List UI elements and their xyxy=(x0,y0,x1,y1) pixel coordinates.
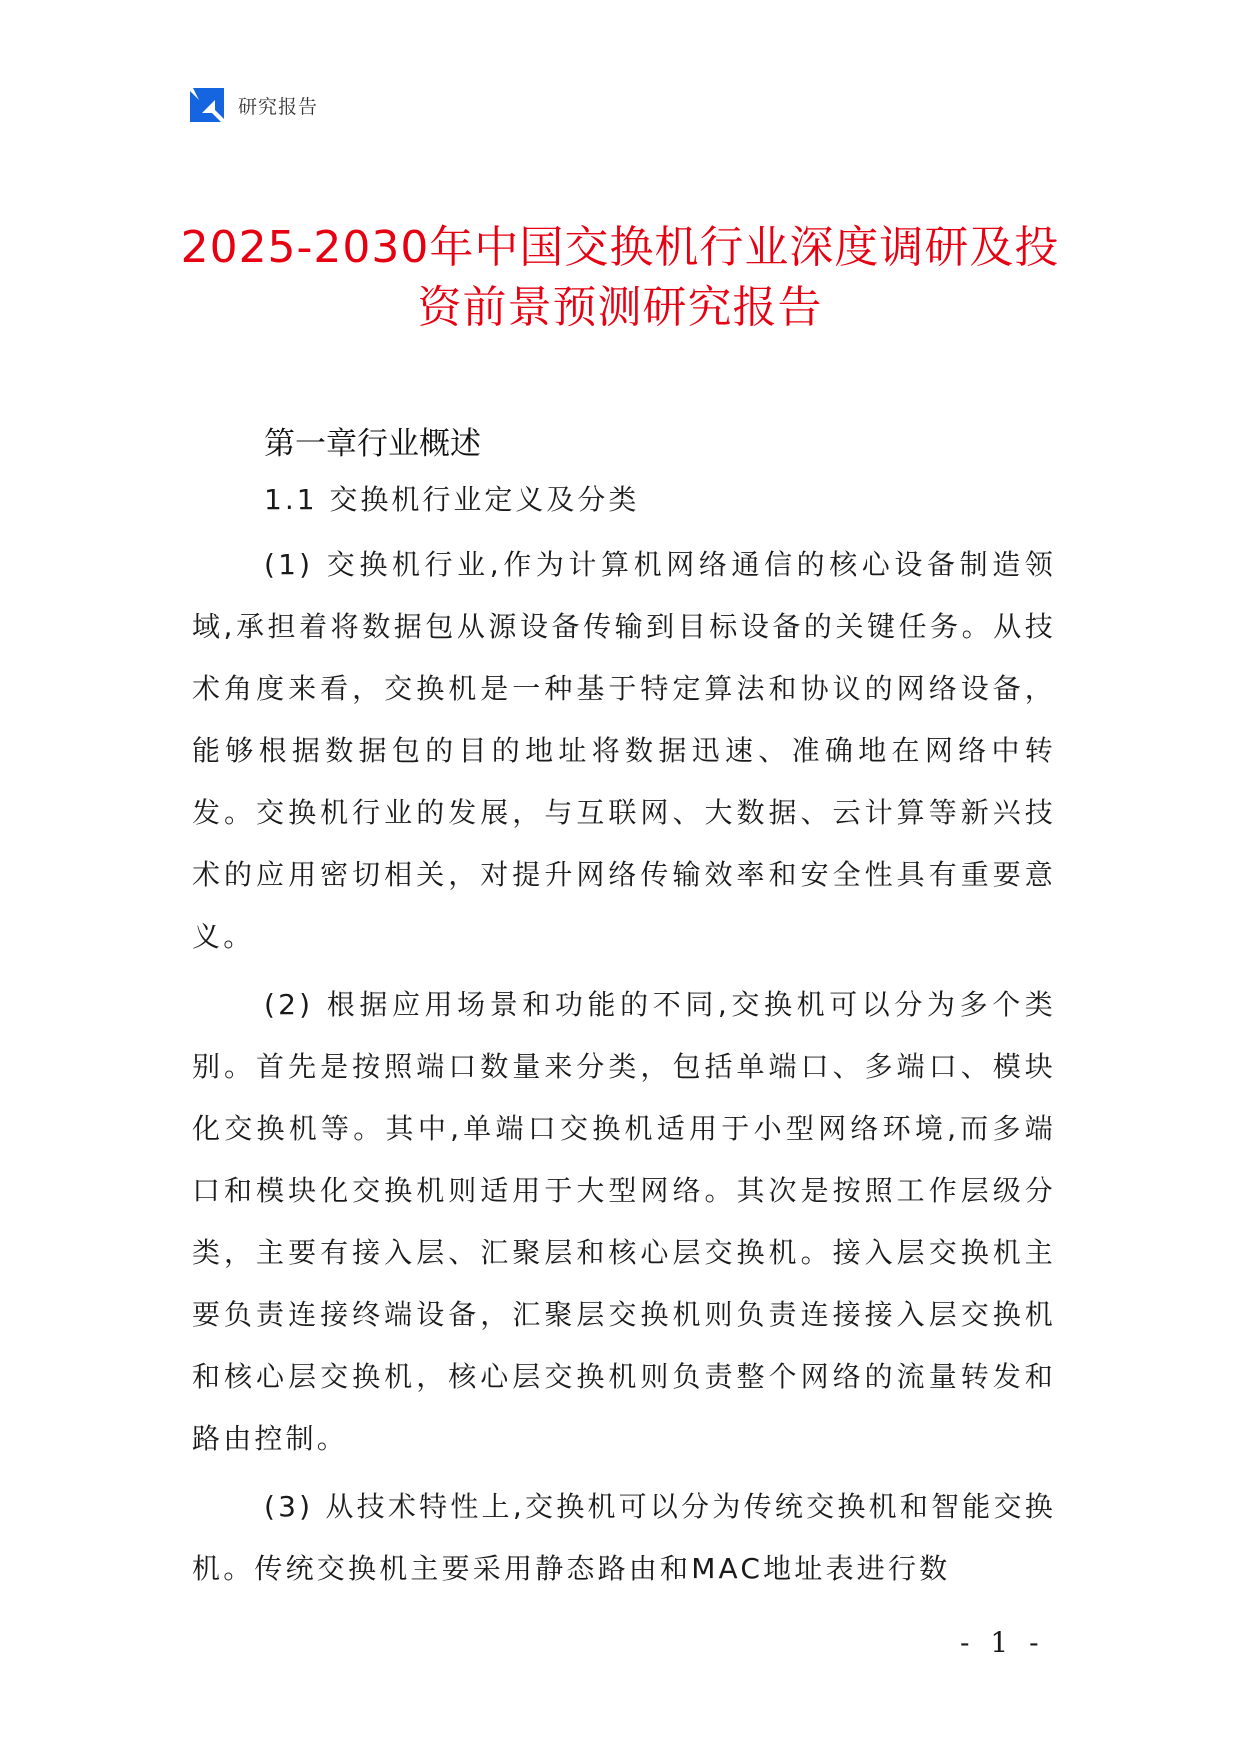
chapter-heading: 第一章行业概述 xyxy=(264,426,481,462)
section-heading: 1.1 交换机行业定义及分类 xyxy=(264,483,640,516)
paragraph-3: (3) 从技术特性上,交换机可以分为传统交换机和智能交换机。传统交换机主要采用静态路由和MAC地址表进行数 xyxy=(192,1490,1056,1585)
report-title: 2025-2030年中国交换机行业深度调研及投资前景预测研究报告 xyxy=(180,222,1060,333)
page-number: - 1 - xyxy=(960,1626,1045,1659)
paragraph-1: (1) 交换机行业,作为计算机网络通信的核心设备制造领域,承担着将数据包从源设备传输到目标设备的关键任务。从技术角度来看，交换机是一种基于特定算法和协议的网络设备，能够根据数据包的目的地址将数据迅速、准确地在网络中转发。交换机行业的发展，与互联网、大数据、云计算等新兴技术的应用密切相关，对提升网络传输效率和安全性具有重要意义。 xyxy=(192,548,1056,953)
document-body xyxy=(192,418,1056,1606)
document-header xyxy=(190,88,318,122)
arrow-up-right-icon xyxy=(190,88,224,122)
paragraph-2: (2) 根据应用场景和功能的不同,交换机可以分为多个类别。首先是按照端口数量来分类，包括单端口、多端口、模块化交换机等。其中,单端口交换机适用于小型网络环境,而多端口和模块化交换机则适用于大型网络。其次是按照工作层级分类，主要有接入层、汇聚层和核心层交换机。接入层交换机主要负责连接终端设备，汇聚层交换机则负责连接接入层交换机和核心层交换机，核心层交换机则负责整个网络的流量转发和路由控制。 xyxy=(192,988,1056,1455)
header-label: 研究报告 xyxy=(238,95,319,118)
